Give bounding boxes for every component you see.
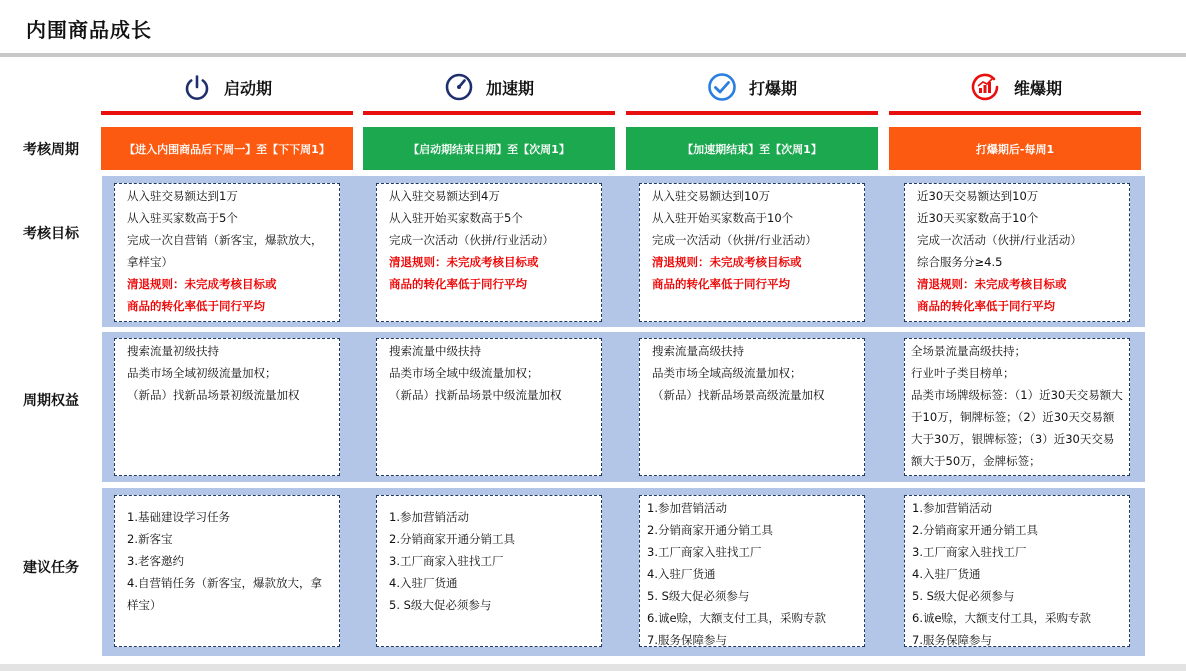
task-item: 2.分销商家开通分销工具 bbox=[389, 532, 515, 546]
growth-chart-icon bbox=[968, 70, 1002, 104]
target-item: 综合服务分≥4.5 bbox=[917, 255, 1003, 269]
task-item: 6.诚e赊，大额支付工具，采购专款 bbox=[912, 611, 1092, 625]
speedometer-icon bbox=[444, 72, 474, 102]
exit-rule: 清退规则：未完成考核目标或 bbox=[127, 277, 277, 291]
task-item: 1.参加营销活动 bbox=[389, 510, 469, 524]
target-item: 近30天交易额达到10万 bbox=[917, 189, 1039, 203]
benefit-item: 搜索流量高级扶持 bbox=[652, 344, 744, 358]
task-cell-sustain bbox=[904, 495, 1130, 647]
task-item: 4.入驻厂货通 bbox=[912, 567, 981, 581]
benefit-item: 全场景流量高级扶持； bbox=[911, 344, 1026, 358]
period-box-explode: 【加速期结束】至【次周1】 bbox=[626, 127, 878, 170]
phase-name: 启动期 bbox=[223, 78, 272, 98]
target-item: 从入驻交易额达到1万 bbox=[127, 189, 238, 203]
benefit-item: 品类市场全域高级流量加权； bbox=[652, 366, 802, 380]
benefit-cell-accelerate bbox=[376, 338, 602, 476]
row-label-task: 建议任务 bbox=[23, 560, 79, 576]
task-item: 5. S级大促必须参与 bbox=[647, 589, 750, 603]
task-item: 5. S级大促必须参与 bbox=[389, 598, 492, 612]
exit-rule: 商品的转化率低于同行平均 bbox=[917, 299, 1055, 313]
task-item: 1.参加营销活动 bbox=[912, 501, 992, 515]
target-cell-sustain bbox=[904, 183, 1130, 322]
benefit-cell-explode bbox=[639, 338, 865, 476]
task-item: 3.老客邀约 bbox=[127, 554, 184, 568]
row-label-period: 考核周期 bbox=[23, 142, 79, 158]
task-item: 2.分销商家开通分销工具 bbox=[647, 523, 773, 537]
task-item: 3.工厂商家入驻找工厂 bbox=[647, 545, 762, 559]
benefit-item: 搜索流量中级扶持 bbox=[389, 344, 481, 358]
task-item: 6.诚e赊，大额支付工具，采购专款 bbox=[647, 611, 827, 625]
exit-rule: 清退规则：未完成考核目标或 bbox=[389, 255, 539, 269]
exit-rule: 清退规则：未完成考核目标或 bbox=[917, 277, 1067, 291]
task-item: 1.参加营销活动 bbox=[647, 501, 727, 515]
period-box-start: 【进入内围商品后下周一】至【下下周1】 bbox=[101, 127, 353, 170]
benefit-item: 品类市场全域初级流量加权； bbox=[127, 366, 277, 380]
power-icon bbox=[182, 72, 212, 102]
exit-rule: 清退规则：未完成考核目标或 bbox=[652, 255, 802, 269]
benefit-cell-start bbox=[114, 338, 340, 476]
phase-underline bbox=[363, 111, 615, 115]
row-label-benefit: 周期权益 bbox=[23, 393, 79, 409]
task-item: 7.服务保障参与 bbox=[912, 633, 992, 647]
phase-header-accelerate bbox=[363, 70, 615, 104]
phase-underline bbox=[889, 111, 1141, 115]
target-item: 从入驻交易额达到4万 bbox=[389, 189, 500, 203]
benefit-item: 品类市场全域中级流量加权； bbox=[389, 366, 539, 380]
title-divider bbox=[0, 53, 1186, 57]
task-item: 5. S级大促必须参与 bbox=[912, 589, 1015, 603]
target-item: 完成一次活动（伙拼/行业活动） bbox=[652, 233, 817, 247]
phase-underline bbox=[626, 111, 878, 115]
target-item: 从入驻交易额达到10万 bbox=[652, 189, 771, 203]
period-box-sustain: 打爆期后-每周1 bbox=[889, 127, 1141, 170]
page-title: 内围商品成长 bbox=[26, 18, 152, 42]
phase-underline bbox=[101, 111, 353, 115]
task-item: 7.服务保障参与 bbox=[647, 633, 727, 647]
benefit-item: （新品）找新品场景高级流量加权 bbox=[652, 388, 825, 402]
target-item: 从入驻买家数高于5个 bbox=[127, 211, 238, 225]
benefit-item: （新品）找新品场景中级流量加权 bbox=[389, 388, 562, 402]
target-item: 近30天买家数高于10个 bbox=[917, 211, 1039, 225]
task-cell-start bbox=[114, 495, 340, 647]
check-circle-icon bbox=[707, 72, 737, 102]
phase-header-sustain bbox=[889, 70, 1141, 104]
period-box-accelerate: 【启动期结束日期】至【次周1】 bbox=[363, 127, 615, 170]
phase-header-start bbox=[101, 70, 353, 104]
target-item: 从入驻开始买家数高于10个 bbox=[652, 211, 794, 225]
phase-name: 打爆期 bbox=[748, 78, 797, 98]
task-item: 4.自营销任务（新客宝，爆款放大，拿样宝） bbox=[127, 576, 322, 612]
target-cell-accelerate bbox=[376, 183, 602, 322]
benefit-item: 行业叶子类目榜单； bbox=[911, 366, 1015, 380]
task-item: 2.分销商家开通分销工具 bbox=[912, 523, 1038, 537]
task-item: 4.入驻厂货通 bbox=[647, 567, 716, 581]
target-item: 完成一次自营销（新客宝，爆款放大，拿样宝） bbox=[127, 233, 323, 269]
benefit-item: （新品）找新品场景初级流量加权 bbox=[127, 388, 300, 402]
target-item: 从入驻开始买家数高于5个 bbox=[389, 211, 523, 225]
target-item: 完成一次活动（伙拼/行业活动） bbox=[917, 233, 1082, 247]
phase-name: 加速期 bbox=[485, 78, 534, 98]
task-item: 3.工厂商家入驻找工厂 bbox=[389, 554, 504, 568]
task-item: 3.工厂商家入驻找工厂 bbox=[912, 545, 1027, 559]
phase-name: 维爆期 bbox=[1013, 78, 1062, 98]
bottom-divider bbox=[0, 664, 1186, 671]
target-item: 完成一次活动（伙拼/行业活动） bbox=[389, 233, 554, 247]
target-cell-explode bbox=[639, 183, 865, 322]
task-item: 1.基础建设学习任务 bbox=[127, 510, 230, 524]
exit-rule: 商品的转化率低于同行平均 bbox=[389, 277, 527, 291]
benefit-item: 搜索流量初级扶持 bbox=[127, 344, 219, 358]
target-cell-start bbox=[114, 183, 340, 322]
exit-rule: 商品的转化率低于同行平均 bbox=[652, 277, 790, 291]
benefit-cell-sustain bbox=[904, 338, 1130, 476]
task-item: 4.入驻厂货通 bbox=[389, 576, 458, 590]
exit-rule: 商品的转化率低于同行平均 bbox=[127, 299, 265, 313]
benefit-item: 品类市场牌级标签：（1）近30天交易额大于10万，铜牌标签；（2）近30天交易额大于30万，银牌标签；（3）近30天交易额大于50万，金牌标签； bbox=[911, 388, 1123, 468]
task-cell-explode bbox=[639, 495, 865, 647]
task-cell-accelerate bbox=[376, 495, 602, 647]
phase-header-explode bbox=[626, 70, 878, 104]
row-label-target: 考核目标 bbox=[23, 226, 79, 242]
task-item: 2.新客宝 bbox=[127, 532, 173, 546]
